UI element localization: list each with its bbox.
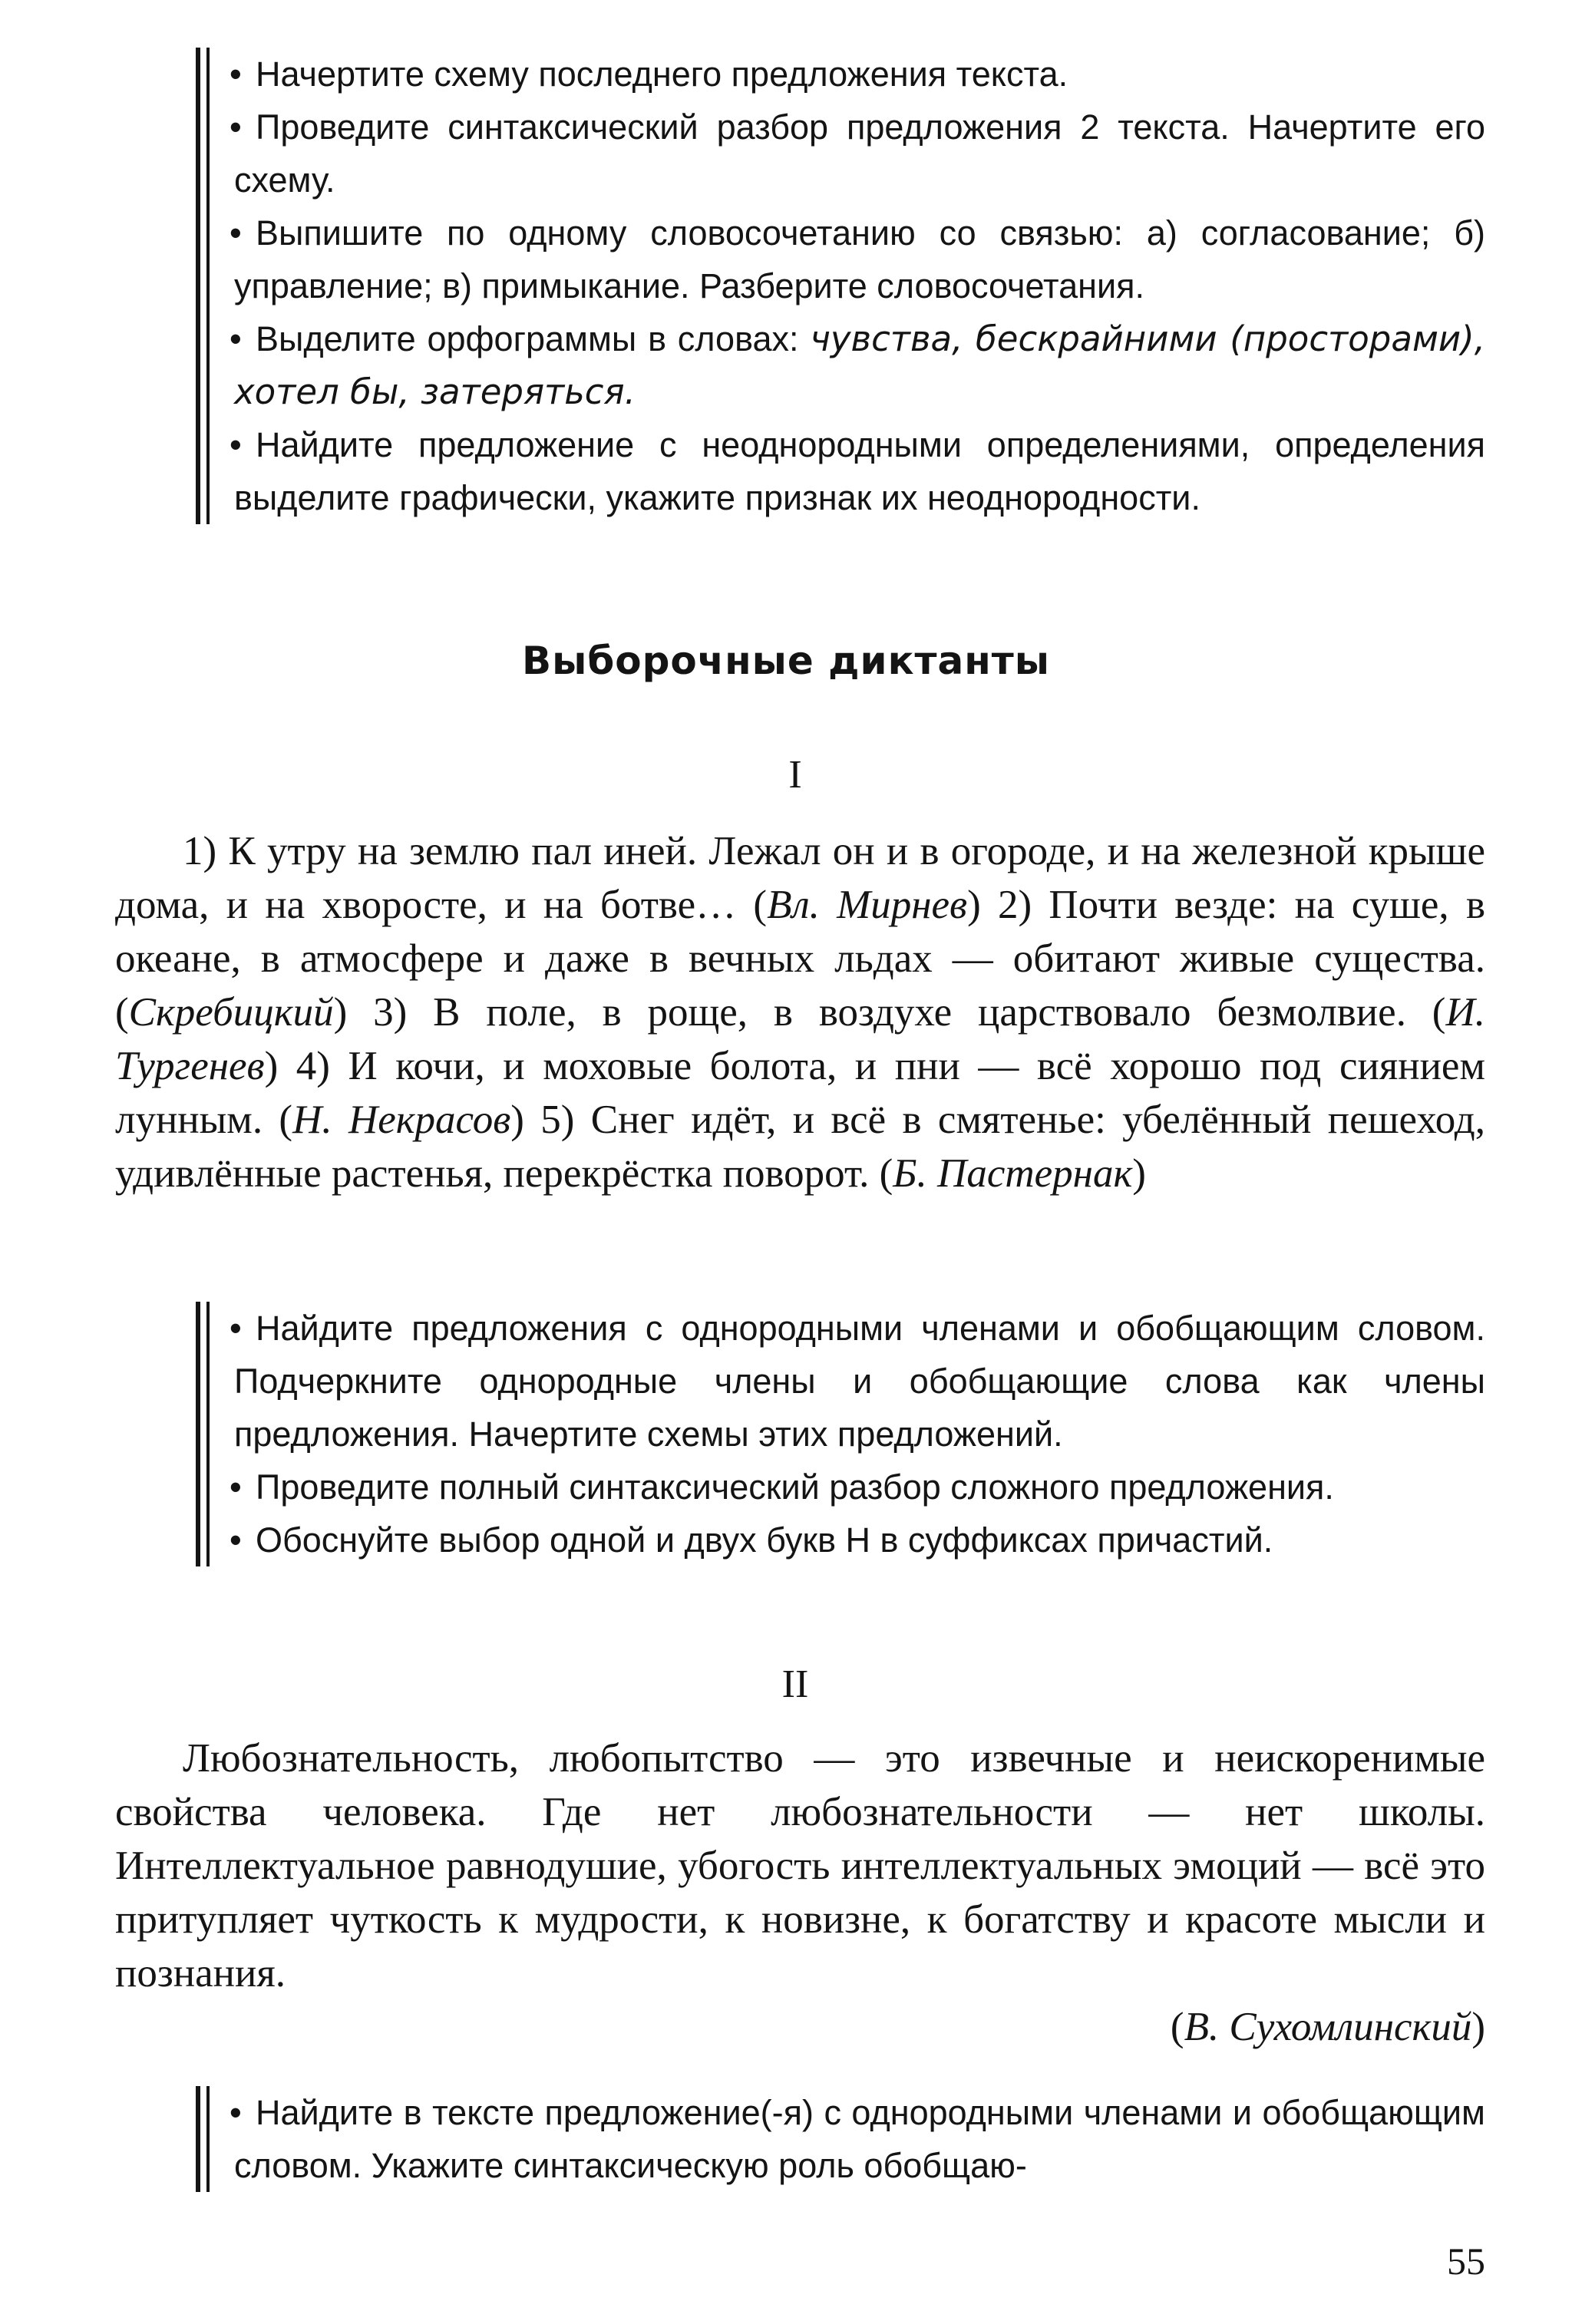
task-list-middle: [196, 1302, 1485, 1566]
task-text: Проведите синтаксический разбор предложения 2 текста. Начертите его схему.: [234, 107, 1485, 200]
sentence: ) 5) Снег идёт, и всё в смятенье: убелённый пешеход, удивлённые растенья, перекрёстка поворот. (: [115, 1098, 1485, 1196]
task-item: [230, 418, 1485, 524]
task-text: Найдите в тексте предложение(-я) с однородными членами и обобщающим словом. Укажите синтаксическую роль обобщаю-: [234, 2093, 1485, 2185]
bullet: •: [230, 213, 242, 253]
bullet: •: [230, 1520, 242, 1560]
task-item: [230, 206, 1485, 312]
task-text: Обоснуйте выбор одной и двух букв Н в суффиксах причастий.: [256, 1520, 1273, 1560]
bullet: •: [230, 2093, 242, 2132]
bullet: •: [230, 1309, 242, 1348]
bullet: •: [230, 1467, 242, 1507]
dictation-text: [115, 1731, 1485, 2000]
task-item: [230, 1302, 1485, 1461]
bullet: •: [230, 319, 242, 358]
task-item: [230, 1461, 1485, 1514]
author: Н. Некрасов: [292, 1098, 511, 1142]
paren: ): [1471, 2005, 1485, 2049]
task-list-top: [196, 48, 1485, 524]
sentence: ) 4) И кочи, и моховые болота, и пни — всё хорошо под сиянием лунным. (: [115, 1044, 1485, 1142]
task-words-italic: чувства, бескрайними (просторами), хотел бы, затеряться.: [234, 319, 1485, 412]
section-title: Выборочные диктанты: [522, 639, 1050, 683]
task-item: [230, 1514, 1485, 1566]
task-text: Найдите предложение с неоднородными определениями, определения выделите графически, укажите признак их неоднородности.: [234, 425, 1485, 517]
paragraph: Любознательность, любопытство — это извечные и неискоренимые свойства человека. Где нет любознательности — нет школы. Интеллектуальное равнодушие, убогость интеллектуальных эмоций — всё это притупляет чуткость к мудрости, к новизне, к богатству и красоте мысли и познания.: [115, 1736, 1485, 1996]
task-text: Выделите орфограммы в словах:: [256, 319, 811, 358]
task-text: Начертите схему последнего предложения текста.: [256, 54, 1068, 94]
sentence: 1) К утру на землю пал иней. Лежал он и в огороде, и на железной крыше дома, и на хворосте, и на ботве… (: [115, 829, 1485, 927]
bullet: •: [230, 54, 242, 94]
author: Вл. Мирнев: [767, 883, 968, 927]
task-text: Проведите полный синтаксический разбор сложного предложения.: [256, 1467, 1334, 1507]
author: В. Сухомлинский: [1184, 2005, 1472, 2049]
task-item: [230, 48, 1485, 101]
task-item: [230, 101, 1485, 206]
sentence: ): [1132, 1151, 1146, 1196]
bullet: •: [230, 107, 242, 147]
quote-signature: [115, 2000, 1485, 2054]
author: Б. Пастернак: [893, 1151, 1133, 1196]
author: Скребицкий: [128, 990, 334, 1035]
dictation-numeral: I: [788, 753, 802, 797]
page-number: 55: [1447, 2240, 1485, 2283]
task-text: Найдите предложения с однородными членами и обобщающим словом. Подчеркните однородные члены и обобщающие слова как члены предложения. Начертите схемы этих предложений.: [234, 1309, 1485, 1454]
task-list-bottom: [196, 2086, 1485, 2192]
bullet: •: [230, 425, 242, 464]
sentence: ) 2) Почти везде: на суше, в океане, в атмосфере и даже в вечных льдах — обитают живые существа. (: [115, 883, 1485, 1035]
dictation-text: [115, 824, 1485, 1200]
task-item: [230, 312, 1485, 418]
dictation-numeral: II: [781, 1662, 809, 1706]
paren: (: [1170, 2005, 1184, 2049]
sentence: ) 3) В поле, в роще, в воздухе царствовало безмолвие. (: [333, 990, 1446, 1035]
task-text: Выпишите по одному словосочетанию со связью: а) согласование; б) управление; в) примыкание. Разберите словосочетания.: [234, 213, 1485, 305]
author: И. Тургенев: [115, 990, 1485, 1088]
task-item: [230, 2086, 1485, 2192]
